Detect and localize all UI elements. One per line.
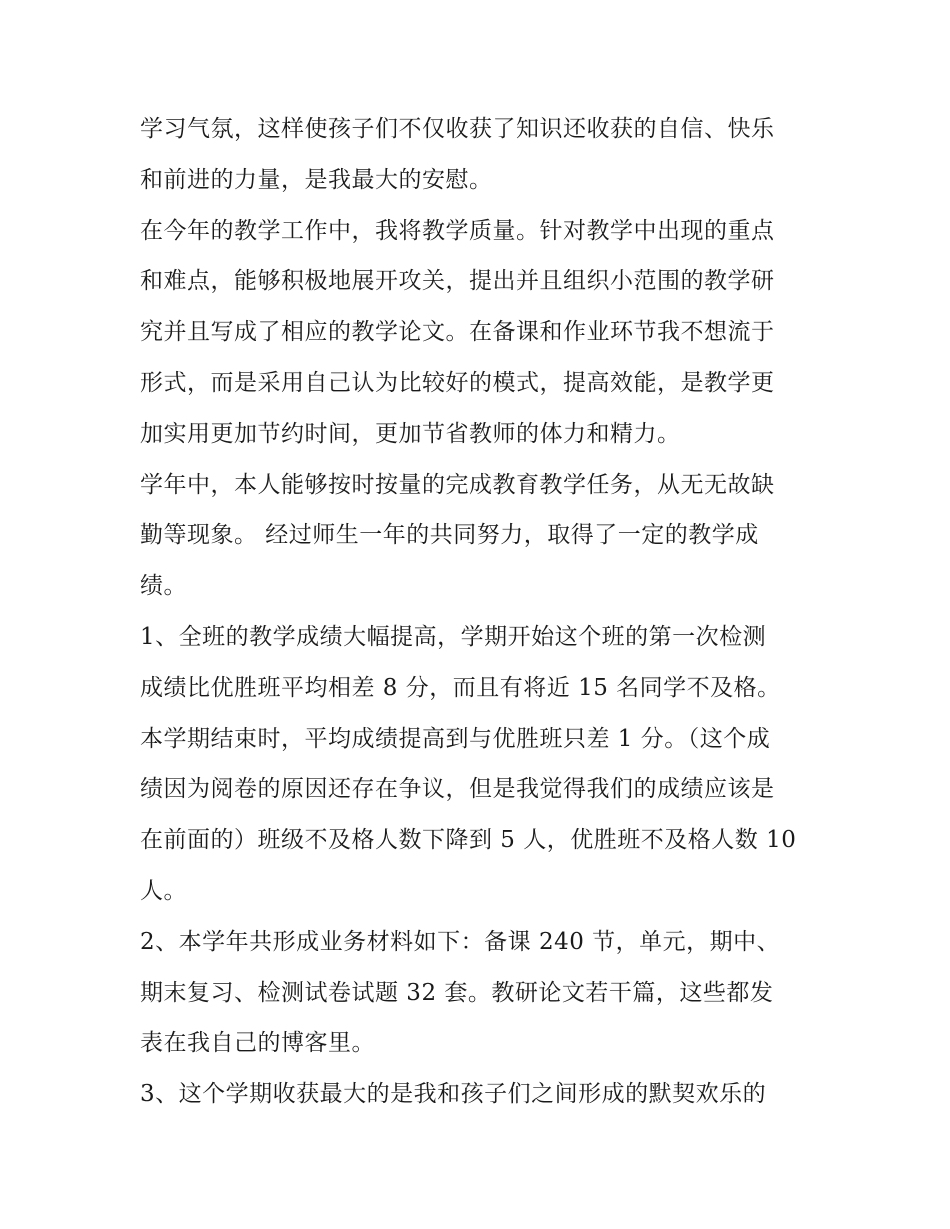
text-line: 绩因为阅卷的原因还存在争议，但是我觉得我们的成绩应该是 xyxy=(140,776,775,803)
text-line: 3、这个学期收获最大的是我和孩子们之间形成的默契欢乐的 xyxy=(140,1081,767,1108)
text-line: 本学期结束时，平均成绩提高到与优胜班只差 1 分。（这个成 xyxy=(140,725,771,752)
text-line: 和难点，能够积极地展开攻关，提出并且组织小范围的教学研 xyxy=(140,268,775,295)
text-line: 表在我自己的博客里。 xyxy=(140,1030,375,1057)
text-line: 2、本学年共形成业务材料如下：备课 240 节，单元，期中、 xyxy=(140,928,781,955)
text-line: 加实用更加节约时间，更加节省教师的体力和精力。 xyxy=(140,420,681,447)
text-line: 究并且写成了相应的教学论文。在备课和作业环节我不想流于 xyxy=(140,319,775,346)
text-line: 在前面的）班级不及格人数下降到 5 人，优胜班不及格人数 10 xyxy=(140,827,797,854)
text-line: 1、全班的教学成绩大幅提高，学期开始这个班的第一次检测 xyxy=(140,623,767,650)
text-line: 形式，而是采用自己认为比较好的模式，提高效能，是教学更 xyxy=(140,369,775,396)
text-line: 学习气氛，这样使孩子们不仅收获了知识还收获的自信、快乐 xyxy=(140,116,775,142)
text-line: 人。 xyxy=(140,877,187,904)
text-line: 期末复习、检测试卷试题 32 套。教研论文若干篇，这些都发 xyxy=(140,979,774,1006)
text-line: 成绩比优胜班平均相差 8 分，而且有将近 15 名同学不及格。 xyxy=(140,674,781,701)
text-line: 学年中，本人能够按时按量的完成教育教学任务，从无无故缺 xyxy=(140,471,775,498)
text-line: 和前进的力量，是我最大的安慰。 xyxy=(140,166,493,193)
text-line: 在今年的教学工作中，我将教学质量。针对教学中出现的重点 xyxy=(140,217,775,244)
document-body xyxy=(140,104,820,1120)
text-line: 勤等现象。 经过师生一年的共同努力，取得了一定的教学成 xyxy=(140,522,759,549)
text-line: 绩。 xyxy=(140,573,187,600)
